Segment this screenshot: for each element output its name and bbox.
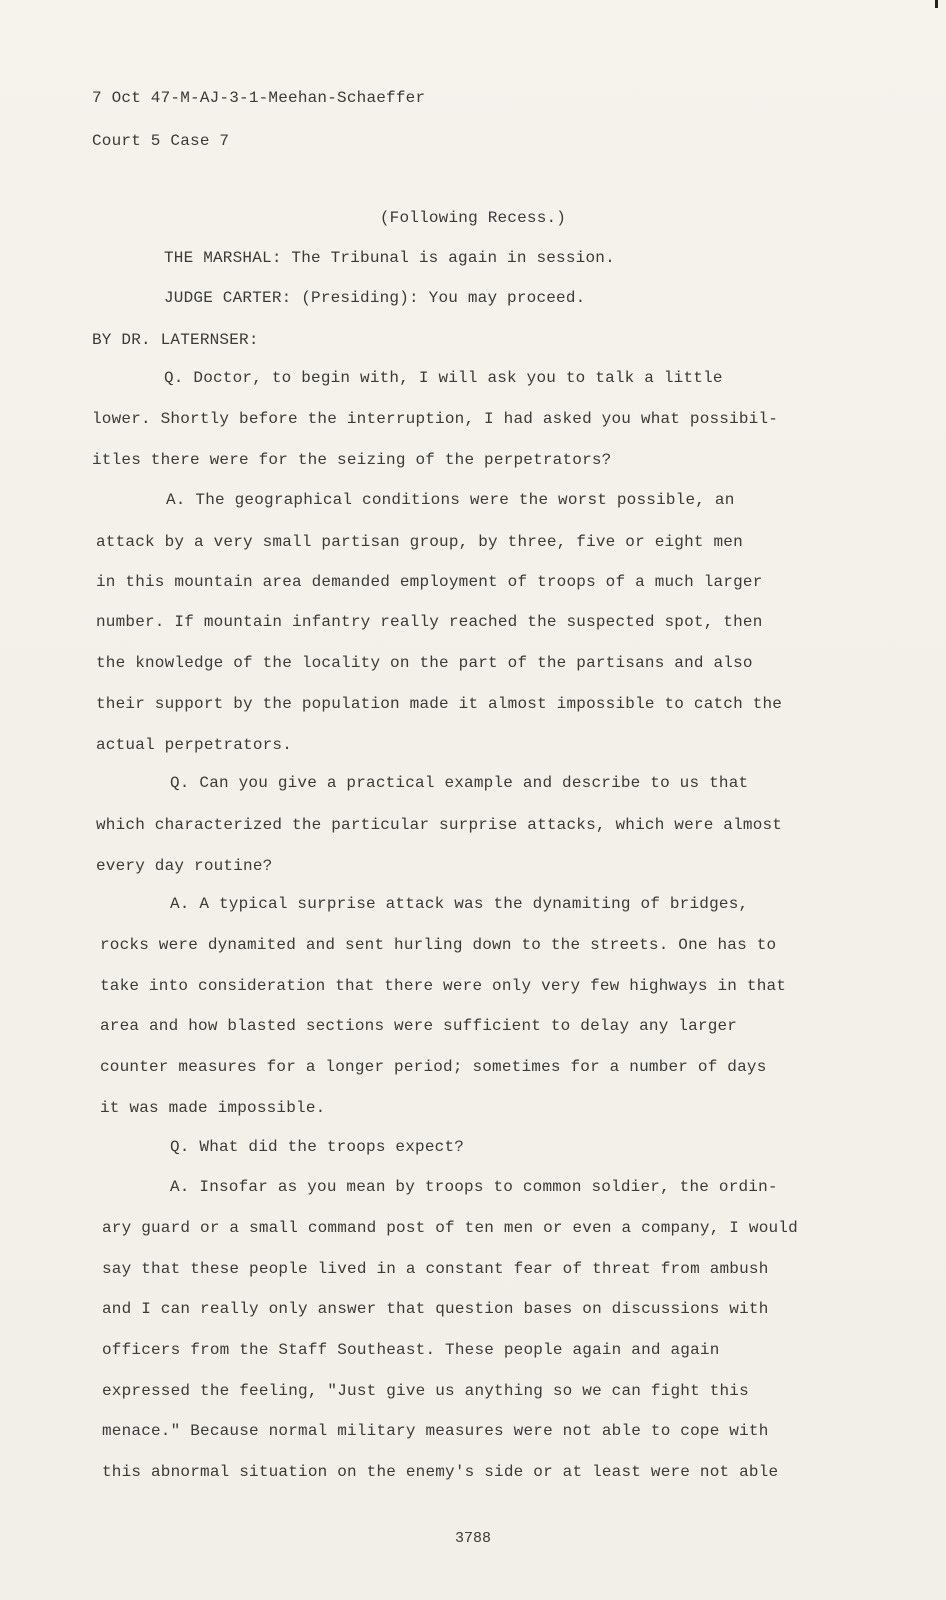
transcript-line: rocks were dynamited and sent hurling down to the streets. One has to: [100, 936, 777, 954]
transcript-line: officers from the Staff Southeast. These people again and again: [102, 1341, 720, 1359]
transcript-line: Q. What did the troops expect?: [170, 1138, 465, 1156]
examiner-heading: BY DR. LATERNSER:: [92, 331, 259, 349]
transcript-line: ary guard or a small command post of ten men or even a company, I would: [102, 1219, 798, 1237]
transcript-line: JUDGE CARTER: (Presiding): You may proceed.: [164, 289, 586, 307]
transcript-line: attack by a very small partisan group, by three, five or eight men: [96, 533, 743, 551]
transcript-line: itles there were for the seizing of the perpetrators?: [92, 451, 612, 469]
transcript-line: THE MARSHAL: The Tribunal is again in session.: [164, 249, 615, 267]
transcript-line: this abnormal situation on the enemy's side or at least were not able: [102, 1463, 779, 1481]
transcript-line: counter measures for a longer period; sometimes for a number of days: [100, 1058, 767, 1076]
transcript-line: Q. Can you give a practical example and describe to us that: [170, 774, 749, 792]
transcript-line: A. The geographical conditions were the worst possible, an: [166, 491, 735, 509]
transcript-line: and I can really only answer that question bases on discussions with: [102, 1300, 769, 1318]
transcript-line: take into consideration that there were only very few highways in that: [100, 977, 787, 995]
transcript-line: menace." Because normal military measures were not able to cope with: [102, 1422, 769, 1440]
transcript-line: Q. Doctor, to begin with, I will ask you to talk a little: [164, 369, 723, 387]
transcript-line: number. If mountain infantry really reached the suspected spot, then: [96, 613, 763, 631]
transcript-line: the knowledge of the locality on the part of the partisans and also: [96, 654, 753, 672]
transcript-line: lower. Shortly before the interruption, I had asked you what possibil-: [92, 410, 779, 428]
transcript-line: every day routine?: [96, 857, 273, 875]
recess-note: (Following Recess.): [379, 209, 567, 227]
transcript-line: actual perpetrators.: [96, 736, 293, 754]
transcript-line: A. A typical surprise attack was the dynamiting of bridges,: [170, 895, 749, 913]
page-number: 3788: [454, 1530, 491, 1547]
transcript-line: area and how blasted sections were sufficient to delay any larger: [100, 1017, 738, 1035]
transcript-line: say that these people lived in a constant fear of threat from ambush: [102, 1260, 769, 1278]
corner-mark: [935, 0, 938, 8]
transcript-line: A. Insofar as you mean by troops to common soldier, the ordin-: [170, 1178, 778, 1196]
transcript-line: in this mountain area demanded employment of troops of a much larger: [96, 573, 763, 591]
transcript-line: their support by the population made it almost impossible to catch the: [96, 695, 783, 713]
header-code: 7 Oct 47-M-AJ-3-1-Meehan-Schaeffer: [92, 89, 426, 107]
transcript-line: it was made impossible.: [100, 1099, 326, 1117]
header-court: Court 5 Case 7: [92, 132, 230, 150]
transcript-line: which characterized the particular surprise attacks, which were almost: [96, 816, 783, 834]
transcript-line: expressed the feeling, "Just give us anything so we can fight this: [102, 1382, 749, 1400]
